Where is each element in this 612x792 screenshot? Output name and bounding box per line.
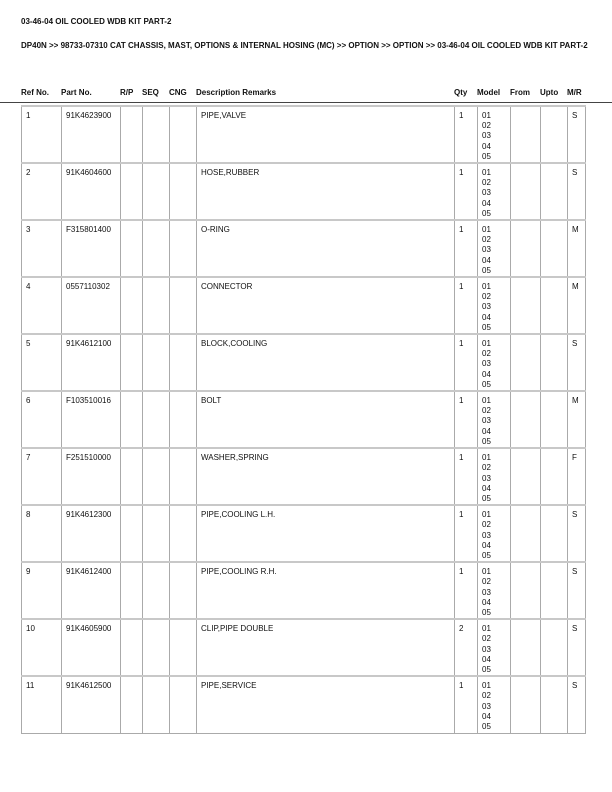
model-code: 05 [482, 208, 491, 218]
part-no-cell: F251510000 [62, 448, 121, 505]
qty-cell: 1 [455, 163, 478, 220]
parts-table [21, 105, 586, 734]
model-cell [478, 334, 511, 391]
model-code: 05 [482, 436, 491, 446]
model-code: 01 [482, 567, 491, 577]
model-cell [478, 676, 511, 733]
cng-cell [170, 220, 197, 277]
model-cell [478, 220, 511, 277]
table-header [0, 87, 612, 103]
upto-cell [541, 220, 568, 277]
cng-cell [170, 676, 197, 733]
part-no-cell: F315801400 [62, 220, 121, 277]
upto-cell [541, 277, 568, 334]
part-no-cell: 91K4605900 [62, 619, 121, 676]
model-code: 02 [482, 463, 491, 473]
model-code: 04 [482, 426, 491, 436]
model-code: 05 [482, 265, 491, 275]
model-code: 02 [482, 520, 491, 530]
model-cell [478, 391, 511, 448]
model-code: 04 [482, 312, 491, 322]
table-row [22, 106, 586, 163]
description-cell: CONNECTOR [197, 277, 455, 334]
upto-cell [541, 391, 568, 448]
from-cell [511, 163, 541, 220]
part-no-cell: 91K4604600 [62, 163, 121, 220]
upto-cell [541, 334, 568, 391]
mr-cell: S [568, 106, 586, 163]
description-cell: PIPE,VALVE [197, 106, 455, 163]
model-code: 04 [482, 255, 491, 265]
mr-cell: S [568, 676, 586, 733]
rp-cell [121, 619, 143, 676]
rp-cell [121, 163, 143, 220]
table-row [22, 505, 586, 562]
description-cell: PIPE,SERVICE [197, 676, 455, 733]
col-part: Part No. [61, 88, 92, 97]
table-row [22, 562, 586, 619]
rp-cell [121, 334, 143, 391]
model-cell [478, 448, 511, 505]
model-code: 04 [482, 711, 491, 721]
upto-cell [541, 505, 568, 562]
rp-cell [121, 505, 143, 562]
model-code: 04 [482, 369, 491, 379]
cng-cell [170, 277, 197, 334]
seq-cell [143, 334, 170, 391]
col-rp: R/P [120, 88, 134, 97]
model-code: 03 [482, 302, 491, 312]
model-code: 05 [482, 151, 491, 161]
mr-cell: S [568, 562, 586, 619]
seq-cell [143, 562, 170, 619]
seq-cell [143, 220, 170, 277]
model-code: 01 [482, 396, 491, 406]
from-cell [511, 676, 541, 733]
part-no-cell: F103510016 [62, 391, 121, 448]
part-no-cell: 0557110302 [62, 277, 121, 334]
description-cell: WASHER,SPRING [197, 448, 455, 505]
model-code: 05 [482, 664, 491, 674]
model-code: 03 [482, 245, 491, 255]
col-mr: M/R [567, 88, 582, 97]
mr-cell: S [568, 334, 586, 391]
col-upto: Upto [540, 88, 559, 97]
mr-cell: M [568, 220, 586, 277]
qty-cell: 1 [455, 448, 478, 505]
cng-cell [170, 505, 197, 562]
cng-cell [170, 619, 197, 676]
model-code: 02 [482, 406, 491, 416]
qty-cell: 2 [455, 619, 478, 676]
ref-cell: 7 [22, 448, 62, 505]
ref-cell: 5 [22, 334, 62, 391]
description-cell: BOLT [197, 391, 455, 448]
qty-cell: 1 [455, 562, 478, 619]
upto-cell [541, 619, 568, 676]
mr-cell: S [568, 163, 586, 220]
model-code: 02 [482, 691, 491, 701]
ref-cell: 6 [22, 391, 62, 448]
ref-cell: 2 [22, 163, 62, 220]
model-code: 05 [482, 493, 491, 503]
description-cell: CLIP,PIPE DOUBLE [197, 619, 455, 676]
table-row [22, 676, 586, 733]
description-cell: BLOCK,COOLING [197, 334, 455, 391]
ref-cell: 9 [22, 562, 62, 619]
model-cell [478, 277, 511, 334]
model-code: 02 [482, 349, 491, 359]
from-cell [511, 277, 541, 334]
model-code: 04 [482, 540, 491, 550]
table-row [22, 334, 586, 391]
from-cell [511, 334, 541, 391]
qty-cell: 1 [455, 391, 478, 448]
upto-cell [541, 106, 568, 163]
table-row [22, 619, 586, 676]
cng-cell [170, 391, 197, 448]
model-cell [478, 106, 511, 163]
model-code: 01 [482, 111, 491, 120]
model-cell [478, 619, 511, 676]
model-code: 01 [482, 225, 491, 235]
seq-cell [143, 448, 170, 505]
model-code: 05 [482, 550, 491, 560]
model-code: 03 [482, 530, 491, 540]
seq-cell [143, 391, 170, 448]
seq-cell [143, 676, 170, 733]
from-cell [511, 619, 541, 676]
table-row [22, 391, 586, 448]
col-qty: Qty [454, 88, 468, 97]
mr-cell: M [568, 391, 586, 448]
rp-cell [121, 106, 143, 163]
table-row [22, 220, 586, 277]
ref-cell: 11 [22, 676, 62, 733]
model-code: 02 [482, 577, 491, 587]
mr-cell: F [568, 448, 586, 505]
model-code: 04 [482, 198, 491, 208]
model-code: 03 [482, 131, 491, 141]
model-cell [478, 505, 511, 562]
description-cell: PIPE,COOLING R.H. [197, 562, 455, 619]
model-code: 02 [482, 235, 491, 245]
rp-cell [121, 391, 143, 448]
model-code: 03 [482, 473, 491, 483]
model-code: 03 [482, 587, 491, 597]
model-code: 01 [482, 168, 491, 178]
seq-cell [143, 277, 170, 334]
upto-cell [541, 448, 568, 505]
upto-cell [541, 163, 568, 220]
model-cell [478, 163, 511, 220]
col-ref: Ref No. [21, 88, 49, 97]
description-cell: HOSE,RUBBER [197, 163, 455, 220]
model-code: 03 [482, 701, 491, 711]
ref-cell: 3 [22, 220, 62, 277]
model-code: 05 [482, 379, 491, 389]
model-code: 03 [482, 188, 491, 198]
seq-cell [143, 106, 170, 163]
from-cell [511, 106, 541, 163]
rp-cell [121, 220, 143, 277]
model-code: 04 [482, 597, 491, 607]
model-code: 05 [482, 721, 491, 731]
ref-cell: 4 [22, 277, 62, 334]
ref-cell: 10 [22, 619, 62, 676]
model-code: 03 [482, 359, 491, 369]
qty-cell: 1 [455, 334, 478, 391]
rp-cell [121, 277, 143, 334]
col-cng: CNG [169, 88, 187, 97]
rp-cell [121, 676, 143, 733]
model-code: 04 [482, 483, 491, 493]
col-desc: Description Remarks [196, 88, 277, 97]
part-no-cell: 91K4612400 [62, 562, 121, 619]
part-no-cell: 91K4623900 [62, 106, 121, 163]
upto-cell [541, 676, 568, 733]
breadcrumb: DP40N >> 98733-07310 CAT CHASSIS, MAST, OPTIONS & INTERNAL HOSING (MC) >> OPTION >> OPTION >> 03-46-04 OIL COOLED WDB KIT PART-2 [21, 41, 588, 50]
model-cell [478, 562, 511, 619]
cng-cell [170, 163, 197, 220]
qty-cell: 1 [455, 106, 478, 163]
model-code: 04 [482, 654, 491, 664]
col-seq: SEQ [142, 88, 159, 97]
description-cell: O-RING [197, 220, 455, 277]
from-cell [511, 391, 541, 448]
cng-cell [170, 334, 197, 391]
description-cell: PIPE,COOLING L.H. [197, 505, 455, 562]
table-row [22, 448, 586, 505]
col-from: From [510, 88, 530, 97]
model-code: 03 [482, 416, 491, 426]
model-code: 02 [482, 634, 491, 644]
rp-cell [121, 562, 143, 619]
model-code: 01 [482, 339, 491, 349]
model-code: 01 [482, 624, 491, 634]
part-no-cell: 91K4612100 [62, 334, 121, 391]
qty-cell: 1 [455, 220, 478, 277]
from-cell [511, 220, 541, 277]
upto-cell [541, 562, 568, 619]
seq-cell [143, 505, 170, 562]
seq-cell [143, 163, 170, 220]
part-no-cell: 91K4612500 [62, 676, 121, 733]
table-row [22, 163, 586, 220]
model-code: 02 [482, 121, 491, 131]
model-code: 03 [482, 644, 491, 654]
model-code: 01 [482, 681, 491, 691]
model-code: 01 [482, 510, 491, 520]
qty-cell: 1 [455, 277, 478, 334]
model-code: 05 [482, 607, 491, 617]
table-row [22, 277, 586, 334]
cng-cell [170, 448, 197, 505]
model-code: 01 [482, 282, 491, 292]
model-code: 05 [482, 322, 491, 332]
ref-cell: 1 [22, 106, 62, 163]
cng-cell [170, 562, 197, 619]
page-title: 03-46-04 OIL COOLED WDB KIT PART-2 [21, 17, 172, 26]
mr-cell: M [568, 277, 586, 334]
model-code: 04 [482, 141, 491, 151]
part-no-cell: 91K4612300 [62, 505, 121, 562]
qty-cell: 1 [455, 676, 478, 733]
rp-cell [121, 448, 143, 505]
mr-cell: S [568, 619, 586, 676]
seq-cell [143, 619, 170, 676]
qty-cell: 1 [455, 505, 478, 562]
from-cell [511, 562, 541, 619]
cng-cell [170, 106, 197, 163]
model-code: 02 [482, 178, 491, 188]
from-cell [511, 505, 541, 562]
model-code: 02 [482, 292, 491, 302]
col-model: Model [477, 88, 501, 97]
from-cell [511, 448, 541, 505]
ref-cell: 8 [22, 505, 62, 562]
model-code: 01 [482, 453, 491, 463]
mr-cell: S [568, 505, 586, 562]
